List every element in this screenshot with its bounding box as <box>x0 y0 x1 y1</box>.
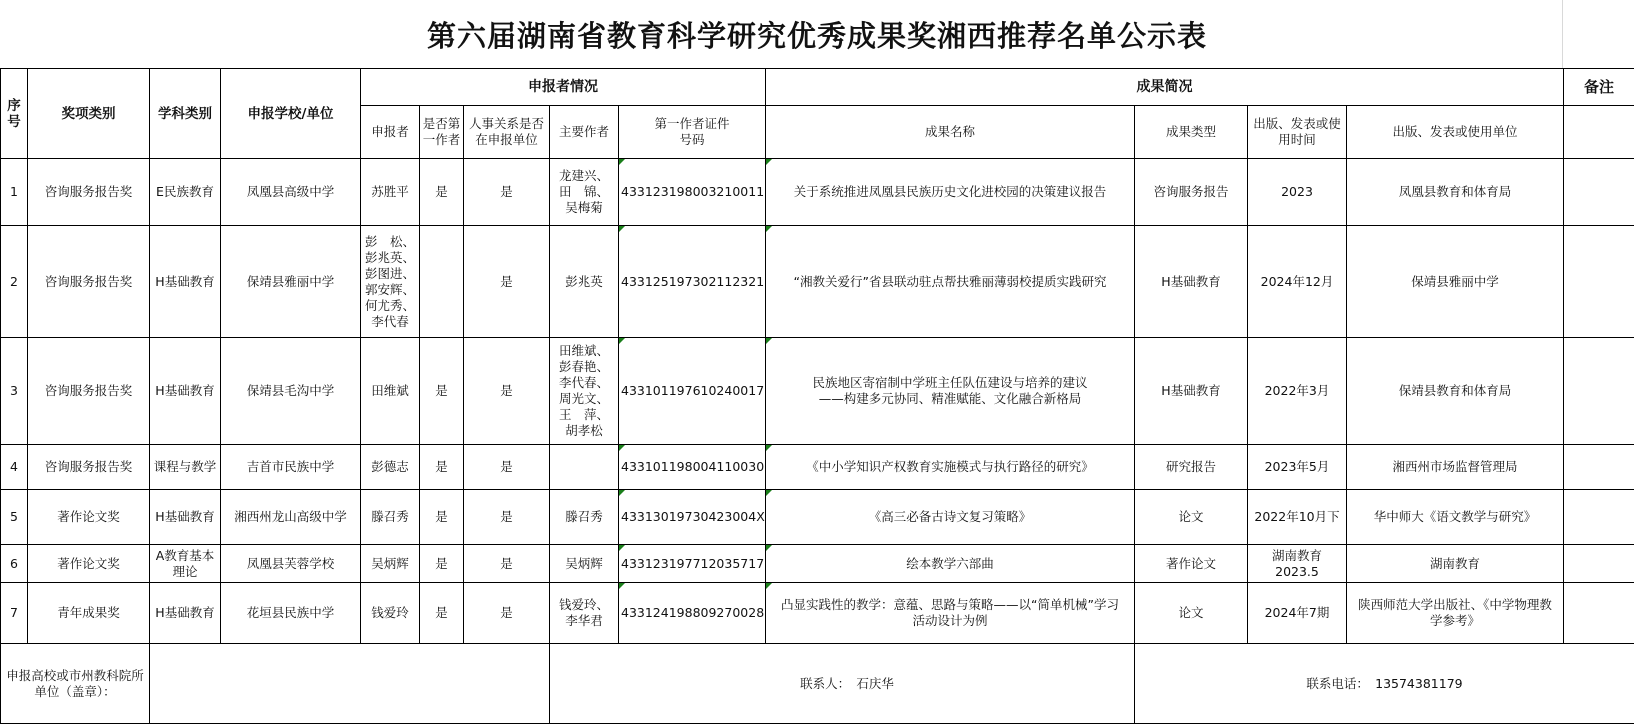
cell-hr-relation: 是 <box>464 583 550 644</box>
cell-publish-time: 2022年10月下 <box>1248 490 1347 545</box>
cell-hr-relation: 是 <box>464 159 550 226</box>
cell-note <box>1564 445 1634 490</box>
header-publish-unit: 出版、发表或使用单位 <box>1347 106 1564 159</box>
header-is-first: 是否第 一作者 <box>420 106 464 159</box>
header-note-blank <box>1564 106 1634 159</box>
table-row <box>1 545 1634 583</box>
page-title: 第六届湖南省教育科学研究优秀成果奖湘西推荐名单公示表 <box>0 0 1634 68</box>
header-applicant: 申报者 <box>361 106 420 159</box>
recommendation-table <box>0 68 1634 724</box>
cell-id-number: 433101197610240017 <box>619 338 766 445</box>
table-row <box>1 226 1634 338</box>
cell-id-number: 433123198003210011 <box>619 159 766 226</box>
cell-subject: 课程与教学 <box>150 445 221 490</box>
cell-note <box>1564 490 1634 545</box>
cell-seq: 6 <box>1 545 28 583</box>
cell-is-first: 是 <box>420 338 464 445</box>
cell-result-type: 论文 <box>1135 490 1248 545</box>
cell-result-name: 民族地区寄宿制中学班主任队伍建设与培养的建议 ——构建多元协同、精准赋能、文化融合新格局 <box>766 338 1135 445</box>
cell-seq: 2 <box>1 226 28 338</box>
gridline <box>1562 0 1563 68</box>
header-id-number: 第一作者证件 号码 <box>619 106 766 159</box>
cell-publish-time: 湖南教育 2023.5 <box>1248 545 1347 583</box>
cell-is-first <box>420 226 464 338</box>
cell-publish-unit: 陕西师范大学出版社、《中学物理教 学参考》 <box>1347 583 1564 644</box>
footer-contact-person: 联系人： 石庆华 <box>550 644 1135 724</box>
cell-publish-time: 2023年5月 <box>1248 445 1347 490</box>
cell-main-author <box>550 445 619 490</box>
footer-label: 申报高校或市州教科院所 单位（盖章）： <box>1 644 150 724</box>
cell-main-author: 滕召秀 <box>550 490 619 545</box>
cell-school: 保靖县雅丽中学 <box>221 226 361 338</box>
cell-publish-time: 2024年7期 <box>1248 583 1347 644</box>
header-subject: 学科类别 <box>150 69 221 159</box>
cell-subject: H基础教育 <box>150 490 221 545</box>
cell-result-type: H基础教育 <box>1135 338 1248 445</box>
cell-id-number: 433123197712035717 <box>619 545 766 583</box>
cell-applicant: 田维斌 <box>361 338 420 445</box>
cell-result-name: 绘本教学六部曲 <box>766 545 1135 583</box>
footer-blank-1 <box>150 644 550 724</box>
cell-hr-relation: 是 <box>464 490 550 545</box>
cell-is-first: 是 <box>420 545 464 583</box>
header-seq: 序 号 <box>1 69 28 159</box>
cell-result-type: 著作论文 <box>1135 545 1248 583</box>
cell-hr-relation: 是 <box>464 226 550 338</box>
cell-hr-relation: 是 <box>464 338 550 445</box>
cell-subject: H基础教育 <box>150 226 221 338</box>
cell-applicant: 苏胜平 <box>361 159 420 226</box>
cell-publish-unit: 保靖县雅丽中学 <box>1347 226 1564 338</box>
cell-hr-relation: 是 <box>464 445 550 490</box>
cell-main-author: 钱爱玲、 李华君 <box>550 583 619 644</box>
footer-contact-phone: 联系电话： 13574381179 <box>1135 644 1634 724</box>
cell-id-number: 433124198809270028 <box>619 583 766 644</box>
cell-note <box>1564 226 1634 338</box>
cell-school: 花垣县民族中学 <box>221 583 361 644</box>
table-row <box>1 338 1634 445</box>
cell-applicant: 滕召秀 <box>361 490 420 545</box>
header-result-name: 成果名称 <box>766 106 1135 159</box>
cell-id-number: 43313019730423004X <box>619 490 766 545</box>
cell-note <box>1564 338 1634 445</box>
cell-note <box>1564 159 1634 226</box>
cell-seq: 1 <box>1 159 28 226</box>
cell-note <box>1564 545 1634 583</box>
cell-applicant: 吴炳辉 <box>361 545 420 583</box>
header-hr-relation: 人事关系是否 在申报单位 <box>464 106 550 159</box>
cell-seq: 7 <box>1 583 28 644</box>
cell-publish-unit: 保靖县教育和体育局 <box>1347 338 1564 445</box>
cell-award-type: 咨询服务报告奖 <box>28 159 150 226</box>
cell-is-first: 是 <box>420 490 464 545</box>
cell-applicant: 彭德志 <box>361 445 420 490</box>
cell-result-type: 论文 <box>1135 583 1248 644</box>
header-award-type: 奖项类别 <box>28 69 150 159</box>
cell-id-number: 433101198004110030 <box>619 445 766 490</box>
cell-subject: A教育基本 理论 <box>150 545 221 583</box>
cell-publish-time: 2022年3月 <box>1248 338 1347 445</box>
header-main-author: 主要作者 <box>550 106 619 159</box>
cell-award-type: 著作论文奖 <box>28 545 150 583</box>
cell-subject: H基础教育 <box>150 583 221 644</box>
cell-publish-time: 2023 <box>1248 159 1347 226</box>
cell-seq: 5 <box>1 490 28 545</box>
cell-award-type: 咨询服务报告奖 <box>28 226 150 338</box>
cell-is-first: 是 <box>420 583 464 644</box>
cell-result-name: 《中小学知识产权教育实施模式与执行路径的研究》 <box>766 445 1135 490</box>
cell-applicant: 钱爱玲 <box>361 583 420 644</box>
cell-result-name: 关于系统推进凤凰县民族历史文化进校园的决策建议报告 <box>766 159 1135 226</box>
cell-result-name: 凸显实践性的教学：意蕴、思路与策略——以“简单机械”学习 活动设计为例 <box>766 583 1135 644</box>
cell-subject: E民族教育 <box>150 159 221 226</box>
header-result-type: 成果类型 <box>1135 106 1248 159</box>
cell-award-type: 青年成果奖 <box>28 583 150 644</box>
table-row <box>1 583 1634 644</box>
cell-school: 湘西州龙山高级中学 <box>221 490 361 545</box>
table-row <box>1 159 1634 226</box>
cell-publish-unit: 湘西州市场监督管理局 <box>1347 445 1564 490</box>
table-row <box>1 490 1634 545</box>
cell-award-type: 著作论文奖 <box>28 490 150 545</box>
cell-hr-relation: 是 <box>464 545 550 583</box>
cell-school: 凤凰县芙蓉学校 <box>221 545 361 583</box>
cell-award-type: 咨询服务报告奖 <box>28 338 150 445</box>
cell-seq: 3 <box>1 338 28 445</box>
header-applicant-group: 申报者情况 <box>361 69 766 106</box>
cell-school: 吉首市民族中学 <box>221 445 361 490</box>
cell-seq: 4 <box>1 445 28 490</box>
cell-subject: H基础教育 <box>150 338 221 445</box>
cell-result-name: “湘教关爱行”省县联动驻点帮扶雅丽薄弱校提质实践研究 <box>766 226 1135 338</box>
cell-publish-time: 2024年12月 <box>1248 226 1347 338</box>
cell-note <box>1564 583 1634 644</box>
cell-main-author: 龙建兴、 田 锦、 吴梅菊 <box>550 159 619 226</box>
cell-result-type: H基础教育 <box>1135 226 1248 338</box>
table-row <box>1 445 1634 490</box>
header-publish-time: 出版、发表或使 用时间 <box>1248 106 1347 159</box>
cell-applicant: 彭 松、 彭兆英、 彭图进、 郭安辉、 何尤秀、 李代春 <box>361 226 420 338</box>
cell-school: 凤凰县高级中学 <box>221 159 361 226</box>
cell-is-first: 是 <box>420 445 464 490</box>
header-school: 申报学校/单位 <box>221 69 361 159</box>
cell-is-first: 是 <box>420 159 464 226</box>
cell-main-author: 彭兆英 <box>550 226 619 338</box>
cell-publish-unit: 湖南教育 <box>1347 545 1564 583</box>
header-note: 备注 <box>1564 69 1634 106</box>
cell-result-type: 咨询服务报告 <box>1135 159 1248 226</box>
cell-school: 保靖县毛沟中学 <box>221 338 361 445</box>
cell-publish-unit: 华中师大《语文教学与研究》 <box>1347 490 1564 545</box>
cell-main-author: 吴炳辉 <box>550 545 619 583</box>
cell-id-number: 433125197302112321 <box>619 226 766 338</box>
cell-result-name: 《高三必备古诗文复习策略》 <box>766 490 1135 545</box>
cell-result-type: 研究报告 <box>1135 445 1248 490</box>
cell-main-author: 田维斌、 彭春艳、 李代春、 周光文、 王 萍、 胡孝松 <box>550 338 619 445</box>
header-result-group: 成果简况 <box>766 69 1564 106</box>
cell-publish-unit: 凤凰县教育和体育局 <box>1347 159 1564 226</box>
cell-award-type: 咨询服务报告奖 <box>28 445 150 490</box>
